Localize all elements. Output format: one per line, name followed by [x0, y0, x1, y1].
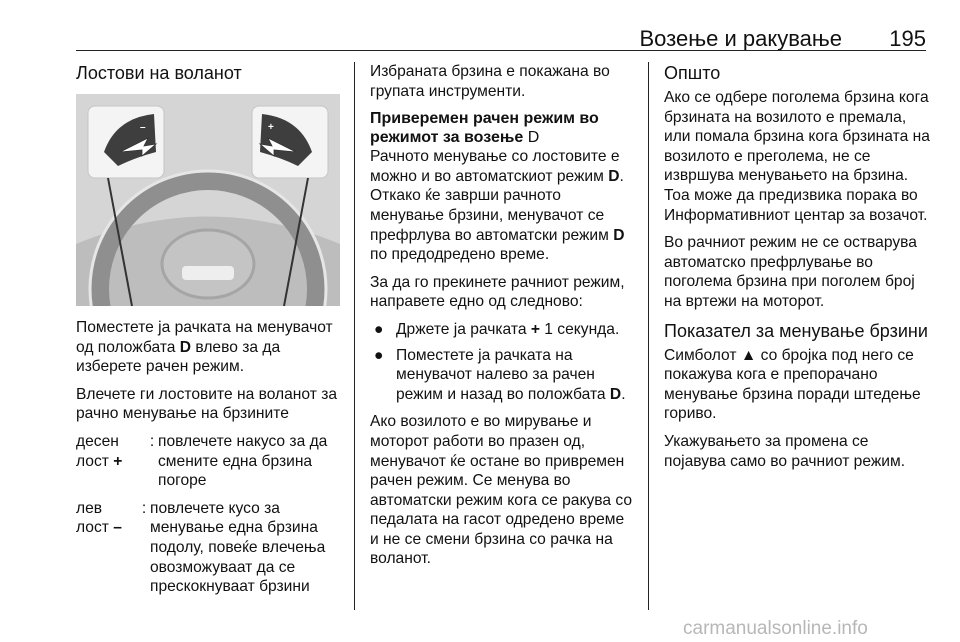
plus-icon: + [530, 320, 540, 338]
bullet-icon: ● [374, 346, 384, 364]
column-divider-2 [648, 62, 649, 610]
term-left-paddle: лев лост – : повлечете кусо за менување една брзина подолу, повеќе влечења овозможуваат да се прескокнуваат брзини [76, 499, 326, 596]
section-heading-shift-indicator: Показател за менување брзини [664, 320, 928, 341]
minus-icon: – [140, 122, 146, 133]
steering-wheel-illustration [76, 94, 340, 306]
section-heading-general: Општо [664, 63, 721, 83]
list-item: ● Поместете ја рачката на менувачот налево за рачен режим и назад во положбата D. [370, 346, 635, 405]
minus-icon: – [113, 519, 122, 537]
header-title: Возење и ракување [639, 26, 842, 51]
paragraph-idle: Ако возилото е во мирување и моторот работи во празен од, менувачот ќе остане во привремен рачен режим. Се менува во автоматски режим кога се ракува со педалата на гасот одредено време и не се смени брзина со рачка на воланот. [370, 413, 633, 568]
page-header [76, 26, 926, 58]
column-divider-1 [354, 62, 355, 610]
paragraph-indicator-2: Укажувањето за промена се појавува само во рачниот режим. [664, 432, 906, 470]
bullet-icon: ● [374, 320, 384, 338]
section-heading-paddles: Лостови на воланот [76, 63, 242, 83]
caption: Поместете ја рачката на менувачот од положбата D влево за да изберете рачен режим. [76, 319, 333, 376]
column-3 [664, 62, 934, 479]
plus-icon: + [113, 452, 123, 470]
steering-wheel-drawing [76, 94, 340, 306]
paddles-intro: Влечете ги лостовите на воланот за рачно менување на брзините [76, 385, 338, 423]
header-rule [76, 50, 926, 51]
plus-icon: + [268, 122, 274, 133]
column-1 [76, 62, 346, 605]
list-item: ● Држете ја рачката + 1 секунда. [370, 320, 635, 340]
section-heading-temp-manual: Приверемен рачен режим во режимот за возење D [370, 110, 599, 147]
column-2 [370, 62, 635, 577]
paragraph-selected-gear: Избраната брзина е покажана во групата инструменти. [370, 63, 610, 100]
paragraph-general-1: Ако се одбере поголема брзина кога брзината на возилото е премала, или помала брзина кога брзината на возилото е преголема, не се извршува менувањето на брзина. Тоа може да предизвика порака во Информативниот центар за возачот. [664, 89, 930, 224]
watermark: carmanualsonline.info [683, 618, 868, 639]
paragraph-temp-manual: Рачното менување со лостовите е можно и во автоматскиот режим D. Откако ќе заврши рачното менување брзини, менувачот се префрлува во автоматски режим D по предодредено време. [370, 148, 625, 264]
paragraph-indicator-1: Симболот ▲ со бројка под него се покажува кога е препорачано менување брзина поради штедење гориво. [664, 346, 921, 423]
paragraph-cancel-manual: За да го прекинете рачниот режим, направете едно од следново: [370, 273, 625, 311]
paragraph-general-2: Во рачниот режим не се остварува автоматско префрлување во поголема брзина при поголем број на вртежи на моторот. [664, 234, 917, 310]
term-right-paddle: десен лост + : повлечете накусо за да смените една брзина погоре [76, 432, 328, 490]
page-number: 195 [889, 26, 926, 51]
